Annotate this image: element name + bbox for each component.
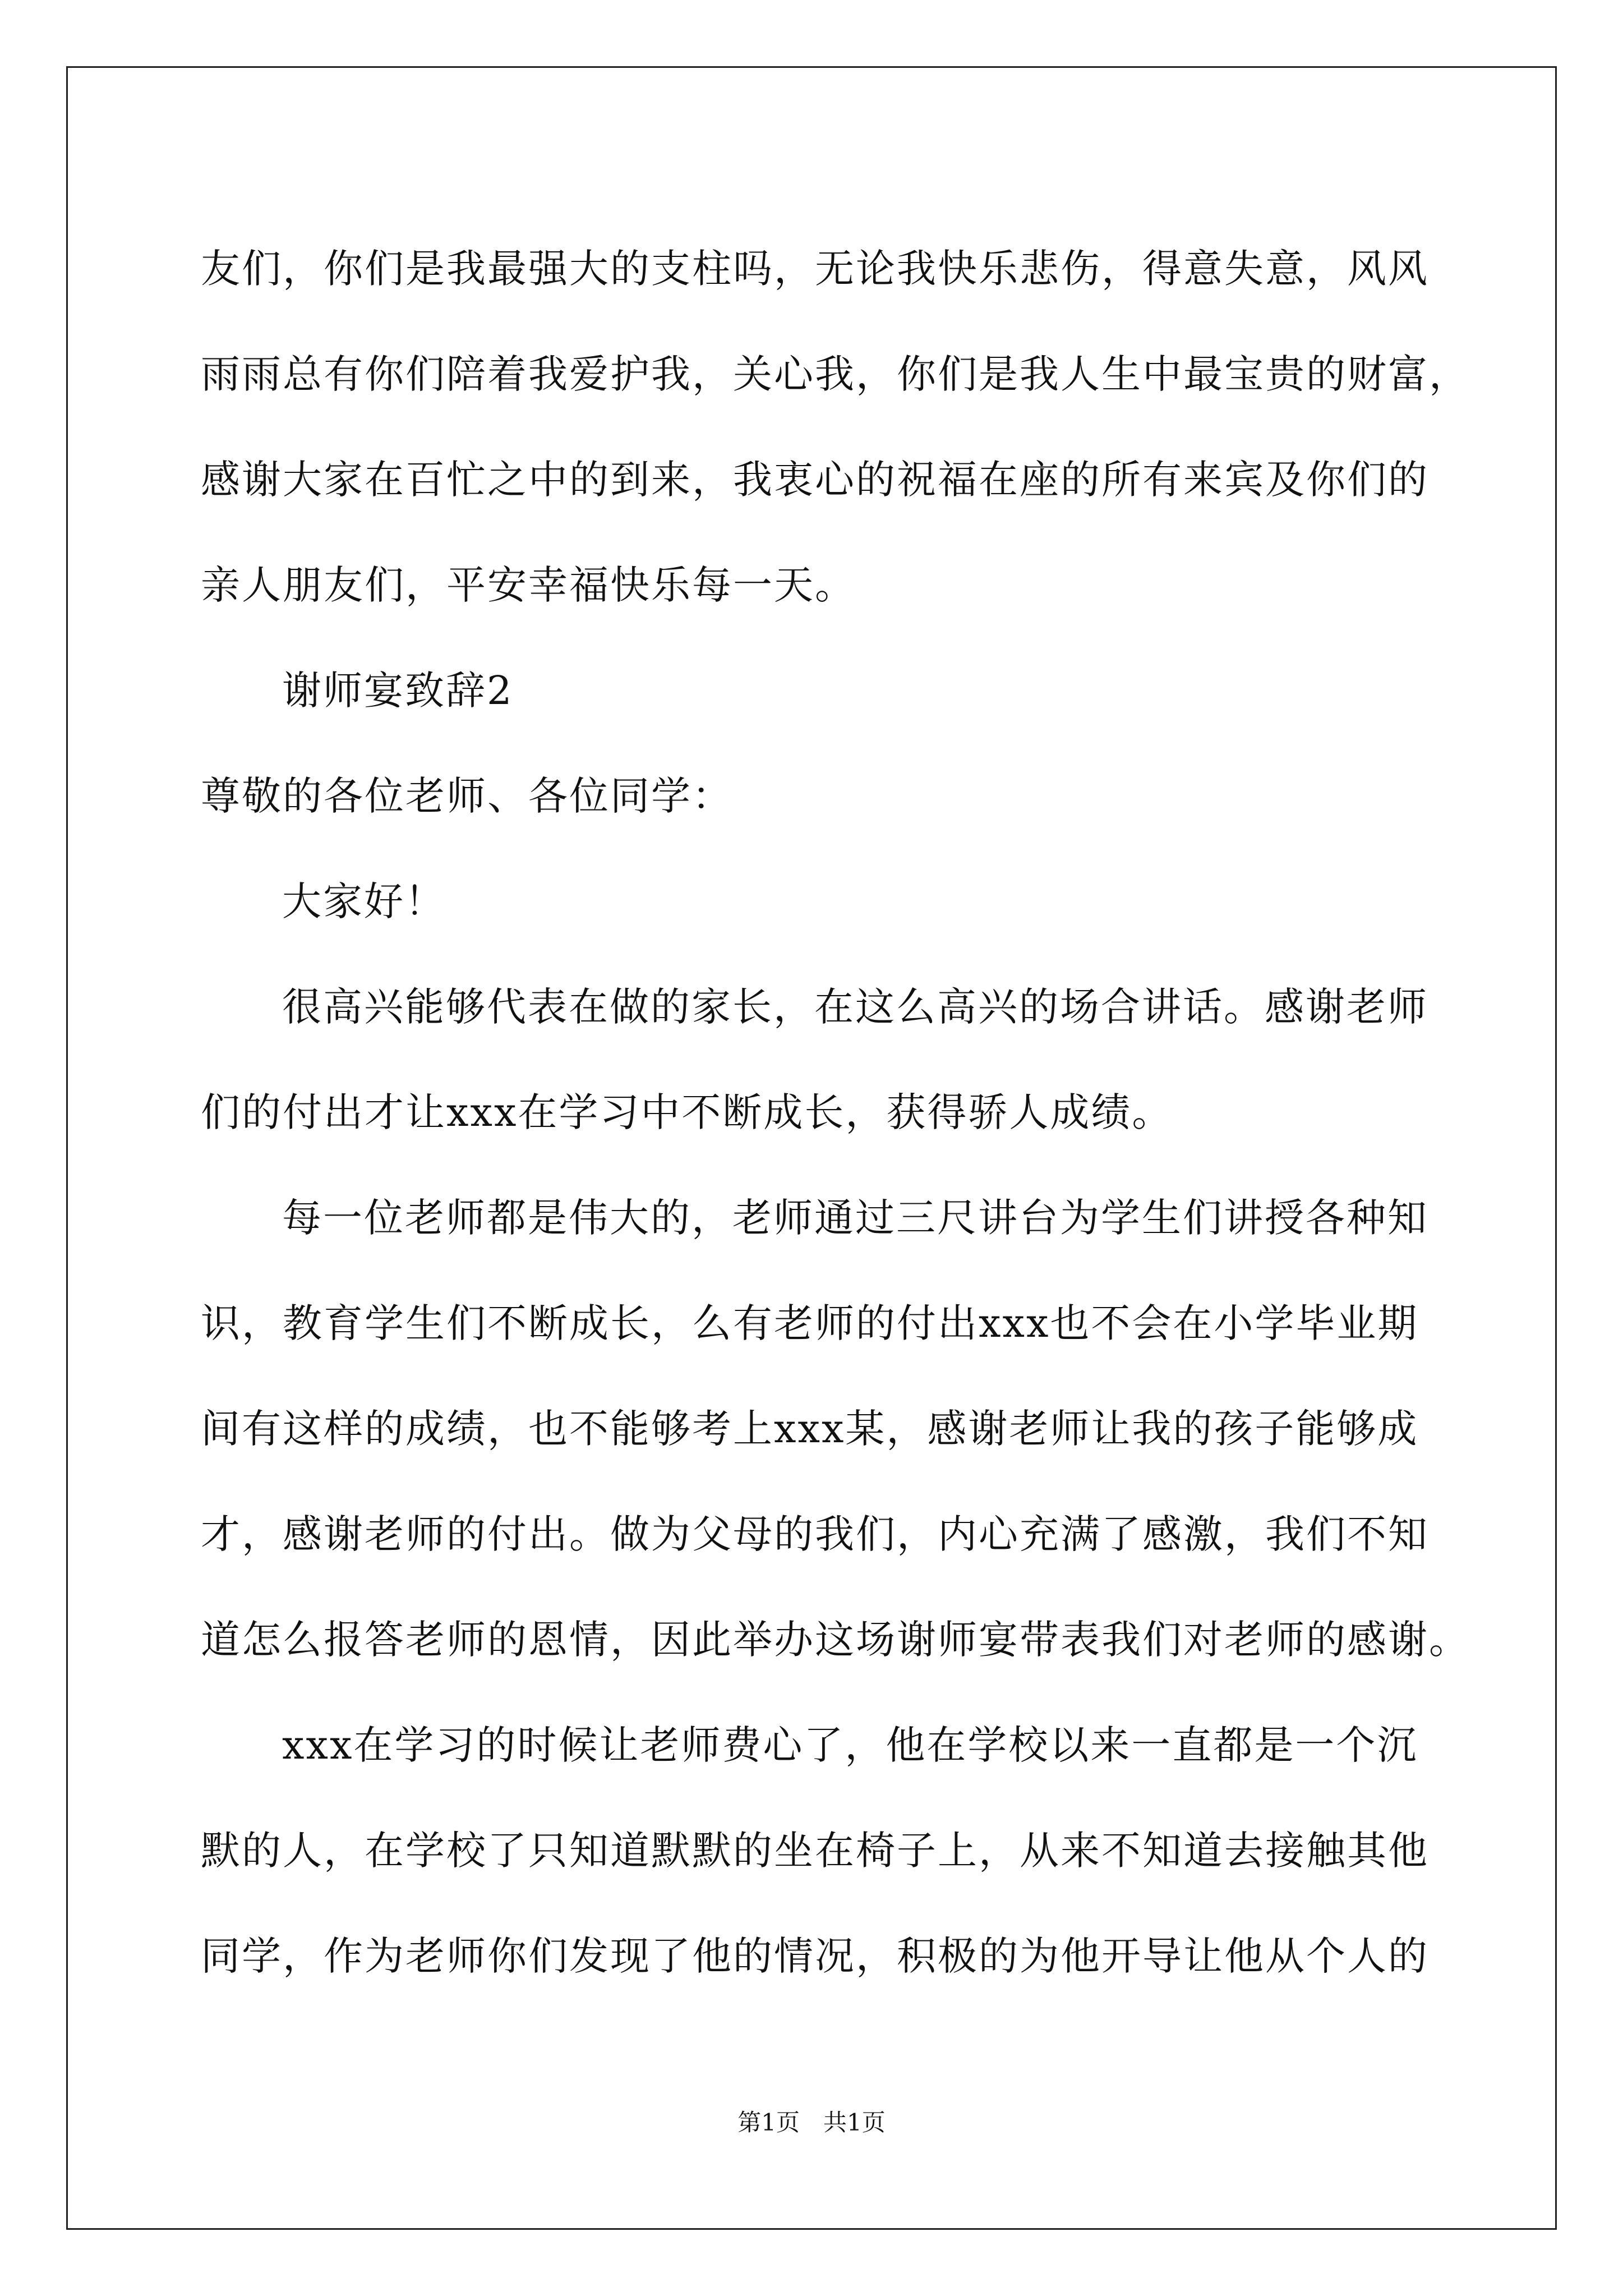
section-heading: 谢师宴致辞2: [282, 668, 514, 714]
text-line: 才，感谢老师的付出。做为父母的我们，内心充满了感激，我们不知: [201, 1511, 1429, 1557]
greeting: 大家好！: [282, 878, 446, 924]
text-line: 默的人，在学校了只知道默默的坐在椅子上，从来不知道去接触其他: [201, 1828, 1429, 1874]
text-line: 感谢大家在百忙之中的到来，我衷心的祝福在座的所有来宾及你们的: [201, 457, 1429, 503]
text-line: 道怎么报答老师的恩情，因此举办这场谢师宴带表我们对老师的感谢。: [201, 1617, 1470, 1663]
text-line: 识，教育学生们不断成长，么有老师的付出xxx也不会在小学毕业期: [201, 1300, 1419, 1346]
page-number-footer: 第1页 共1页: [737, 2109, 886, 2136]
document-body: [201, 216, 1470, 2009]
text-line: xxx在学习的时候让老师费心了，他在学校以来一直都是一个沉: [282, 1722, 1418, 1768]
text-line: 每一位老师都是伟大的，老师通过三尺讲台为学生们讲授各种知: [282, 1195, 1428, 1241]
text-line: 亲人朋友们，平安幸福快乐每一天。: [201, 562, 856, 608]
text-line: 友们，你们是我最强大的支柱吗，无论我快乐悲伤，得意失意，风风: [201, 246, 1429, 292]
text-line: 们的付出才让xxx在学习中不断成长，获得骄人成绩。: [201, 1089, 1173, 1135]
text-line: 间有这样的成绩，也不能够考上xxx某，感谢老师让我的孩子能够成: [201, 1406, 1419, 1452]
salutation: 尊敬的各位老师、各位同学：: [201, 773, 733, 819]
text-line: 同学，作为老师你们发现了他的情况，积极的为他开导让他从个人的: [201, 1933, 1429, 1979]
text-line: 很高兴能够代表在做的家长，在这么高兴的场合讲话。感谢老师: [282, 984, 1428, 1030]
text-line: 雨雨总有你们陪着我爱护我，关心我，你们是我人生中最宝贵的财富，: [201, 351, 1470, 397]
